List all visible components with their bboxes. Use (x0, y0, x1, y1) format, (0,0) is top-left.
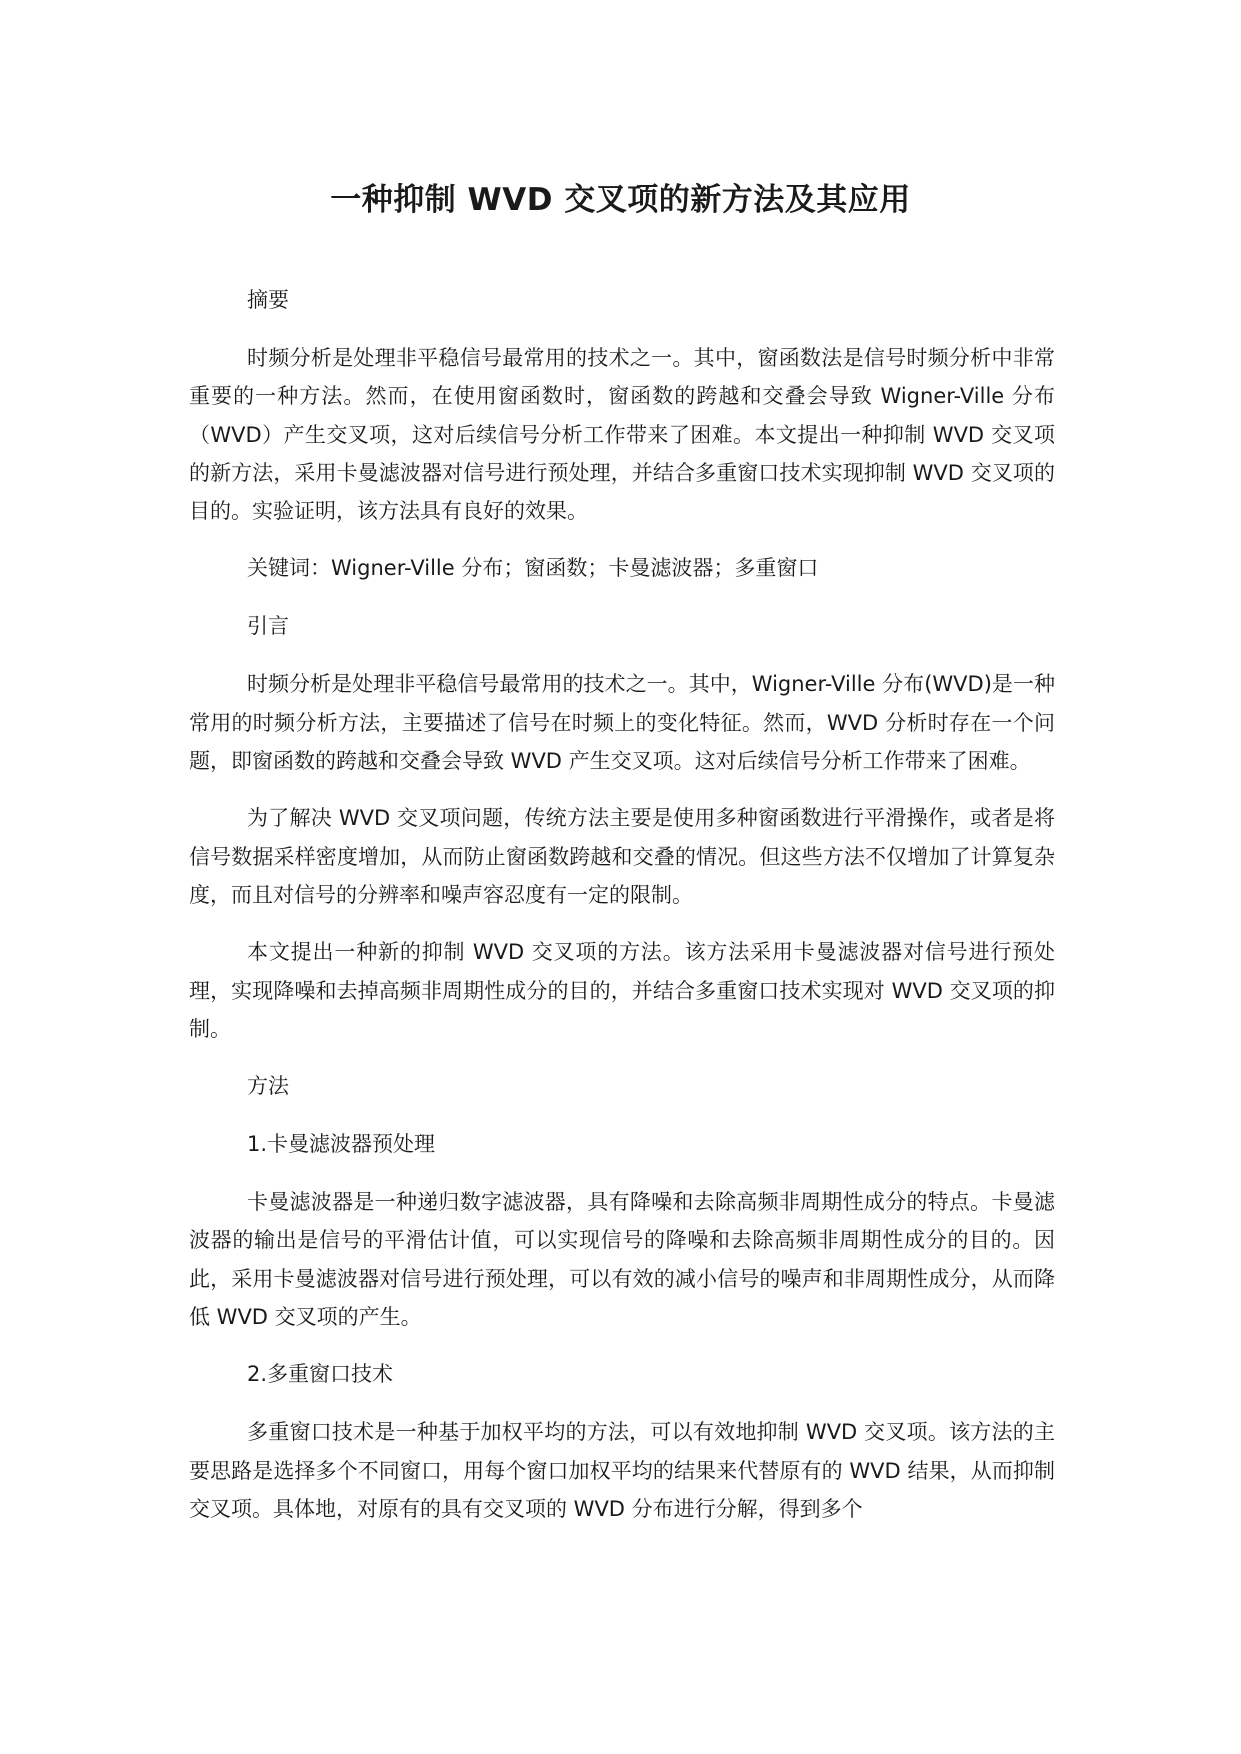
intro-paragraph-1: 时频分析是处理非平稳信号最常用的技术之一。其中，Wigner-Ville 分布(WVD)是一种常用的时频分析方法，主要描述了信号在时频上的变化特征。然而，WVD 分析时存在一个问题，即窗函数的跨越和交叠会导致 WVD 产生交叉项。这对后续信号分析工作带来了困难。 (189, 672, 1055, 774)
method-subheading-kalman: 1.卡曼滤波器预处理 (247, 1132, 436, 1157)
method-paragraph-multiwindow: 多重窗口技术是一种基于加权平均的方法，可以有效地抑制 WVD 交叉项。该方法的主要思路是选择多个不同窗口，用每个窗口加权平均的结果来代替原有的 WVD 结果，从而抑制交叉项。具体地，对原有的具有交叉项的 WVD 分布进行分解，得到多个 (189, 1420, 1055, 1521)
intro-heading: 引言 (247, 614, 289, 639)
method-heading: 方法 (247, 1074, 289, 1099)
intro-paragraph-3: 本文提出一种新的抑制 WVD 交叉项的方法。该方法采用卡曼滤波器对信号进行预处理，实现降噪和去掉高频非周期性成分的目的，并结合多重窗口技术实现对 WVD 交叉项的抑制。 (189, 940, 1055, 1041)
document-body (189, 281, 1055, 1547)
document-title: 一种抑制 WVD 交叉项的新方法及其应用 (330, 182, 911, 218)
intro-paragraph-2: 为了解决 WVD 交叉项问题，传统方法主要是使用多种窗函数进行平滑操作，或者是将信号数据采样密度增加，从而防止窗函数跨越和交叠的情况。但这些方法不仅增加了计算复杂度，而且对信号的分辨率和噪声容忍度有一定的限制。 (189, 806, 1055, 907)
abstract-paragraph: 时频分析是处理非平稳信号最常用的技术之一。其中，窗函数法是信号时频分析中非常重要的一种方法。然而，在使用窗函数时，窗函数的跨越和交叠会导致 Wigner-Ville 分布（WVD）产生交叉项，这对后续信号分析工作带来了困难。本文提出一种抑制 WVD 交叉项的新方法，采用卡曼滤波器对信号进行预处理，并结合多重窗口技术实现抑制 WVD 交叉项的目的。实验证明，该方法具有良好的效果。 (189, 346, 1055, 524)
abstract-heading: 摘要 (247, 288, 289, 312)
method-subheading-multiwindow: 2.多重窗口技术 (247, 1362, 394, 1387)
keywords-line: 关键词：Wigner-Ville 分布；窗函数；卡曼滤波器；多重窗口 (247, 556, 819, 581)
method-paragraph-kalman: 卡曼滤波器是一种递归数字滤波器，具有降噪和去除高频非周期性成分的特点。卡曼滤波器的输出是信号的平滑估计值，可以实现信号的降噪和去除高频非周期性成分的目的。因此，采用卡曼滤波器对信号进行预处理，可以有效的减小信号的噪声和非周期性成分，从而降低 WVD 交叉项的产生。 (189, 1190, 1055, 1330)
